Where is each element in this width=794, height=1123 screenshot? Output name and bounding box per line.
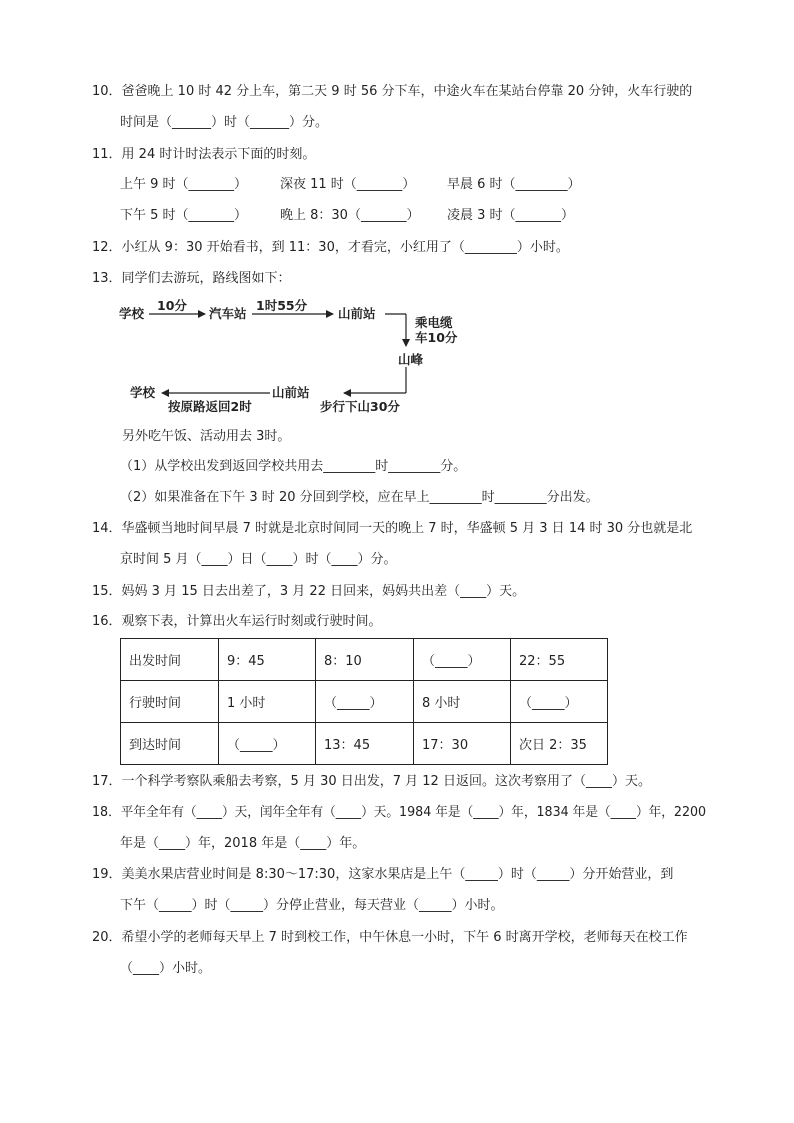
route-school-start: 学校: [119, 306, 145, 321]
table-cell: 9：45: [219, 639, 316, 681]
route-leg1-time: 10分: [157, 298, 187, 313]
table-cell: （_____）: [316, 681, 414, 723]
q14-line2: 京时间 5 月（____）日（____）时（____）分。: [120, 552, 397, 567]
table-cell: 出发时间: [121, 639, 219, 681]
route-bus-station: 汽车站: [209, 306, 247, 321]
q13-note: 另外吃午饭、活动用去 3时。: [122, 429, 291, 444]
table-cell: （_____）: [219, 723, 316, 765]
q15-line1: 15．妈妈 3 月 15 日去出差了，3 月 22 日回来，妈妈共出差（____）天。: [92, 584, 526, 599]
q20-line2: （____）小时。: [120, 961, 212, 976]
table-cell: 17：30: [414, 723, 511, 765]
table-cell: （_____）: [414, 639, 511, 681]
route-cable-car-line2: 车10分: [415, 330, 458, 345]
q11-item-3: 早晨 6 时（________）: [447, 177, 581, 192]
table-cell: 次日 2：35: [511, 723, 608, 765]
q13-sub1: （1）从学校出发到返回学校共用去________时________分。: [120, 459, 467, 474]
q19-line1: 19．美美水果店营业时间是 8:30～17:30，这家水果店是上午（_____）时（_____）分开始营业，到: [92, 867, 674, 882]
route-cable-car-line1: 乘电缆: [415, 315, 453, 330]
table-cell: 8：10: [316, 639, 414, 681]
table-cell: 行驶时间: [121, 681, 219, 723]
q14-line1: 14．华盛顿当地时间早晨 7 时就是北京时间同一天的晚上 7 时，华盛顿 5 月 3 日 14 时 30 分也就是北: [92, 521, 693, 536]
q12-line1: 12．小红从 9：30 开始看书，到 11：30，才看完，小红用了（________）小时。: [92, 240, 569, 255]
table-cell: 到达时间: [121, 723, 219, 765]
table-row: [121, 639, 608, 681]
table-cell: （_____）: [511, 681, 608, 723]
q10-line2: 时间是（______）时（______）分。: [120, 115, 329, 130]
route-return-time: 按原路返回2时: [168, 399, 252, 414]
q20-line1: 20．希望小学的老师每天早上 7 时到校工作，中午休息一小时，下午 6 时离开学校，老师每天在校工作: [92, 930, 688, 945]
route-school-end: 学校: [130, 385, 156, 400]
q16-title: 16．观察下表，计算出火车运行时刻或行驶时间。: [92, 614, 382, 629]
table-cell: 22：55: [511, 639, 608, 681]
q18-line2: 年是（____）年，2018 年是（____）年。: [120, 836, 366, 851]
q11-item-1: 上午 9 时（_______）: [120, 177, 248, 192]
route-walk-down: 步行下山30分: [320, 399, 400, 414]
route-mountain-station-top: 山前站: [338, 306, 376, 321]
q13-sub2: （2）如果准备在下午 3 时 20 分回到学校，应在早上________时________分出发。: [120, 490, 599, 505]
table-cell: 1 小时: [219, 681, 316, 723]
route-peak: 山峰: [398, 352, 424, 367]
q11-item-6: 凌晨 3 时（_______）: [447, 208, 575, 223]
q11-title: 11．用 24 时计时法表示下面的时刻。: [92, 147, 316, 162]
table-row: [121, 681, 608, 723]
table-cell: 8 小时: [414, 681, 511, 723]
q11-item-4: 下午 5 时（_______）: [120, 208, 248, 223]
q13-title: 13．同学们去游玩，路线图如下：: [92, 271, 291, 286]
route-mountain-station-bottom: 山前站: [272, 385, 310, 400]
table-row: [121, 723, 608, 765]
route-leg2-time: 1时55分: [256, 298, 308, 313]
q18-line1: 18．平年全年有（____）天，闰年全年有（____）天。1984 年是（____）年，1834 年是（____）年，2200: [92, 805, 707, 820]
table-cell: 13：45: [316, 723, 414, 765]
q10-line1: 10．爸爸晚上 10 时 42 分上车，第二天 9 时 56 分下车，中途火车在某站台停靠 20 分钟，火车行驶的: [92, 84, 693, 99]
q11-item-5: 晚上 8：30（_______）: [280, 208, 420, 223]
q11-item-2: 深夜 11 时（_______）: [280, 177, 416, 192]
train-schedule-table: [120, 638, 608, 765]
q17-line1: 17．一个科学考察队乘船去考察，5 月 30 日出发，7 月 12 日返回。这次考察用了（____）天。: [92, 774, 651, 789]
q19-line2: 下午（_____）时（_____）分停止营业，每天营业（_____）小时。: [120, 898, 504, 913]
